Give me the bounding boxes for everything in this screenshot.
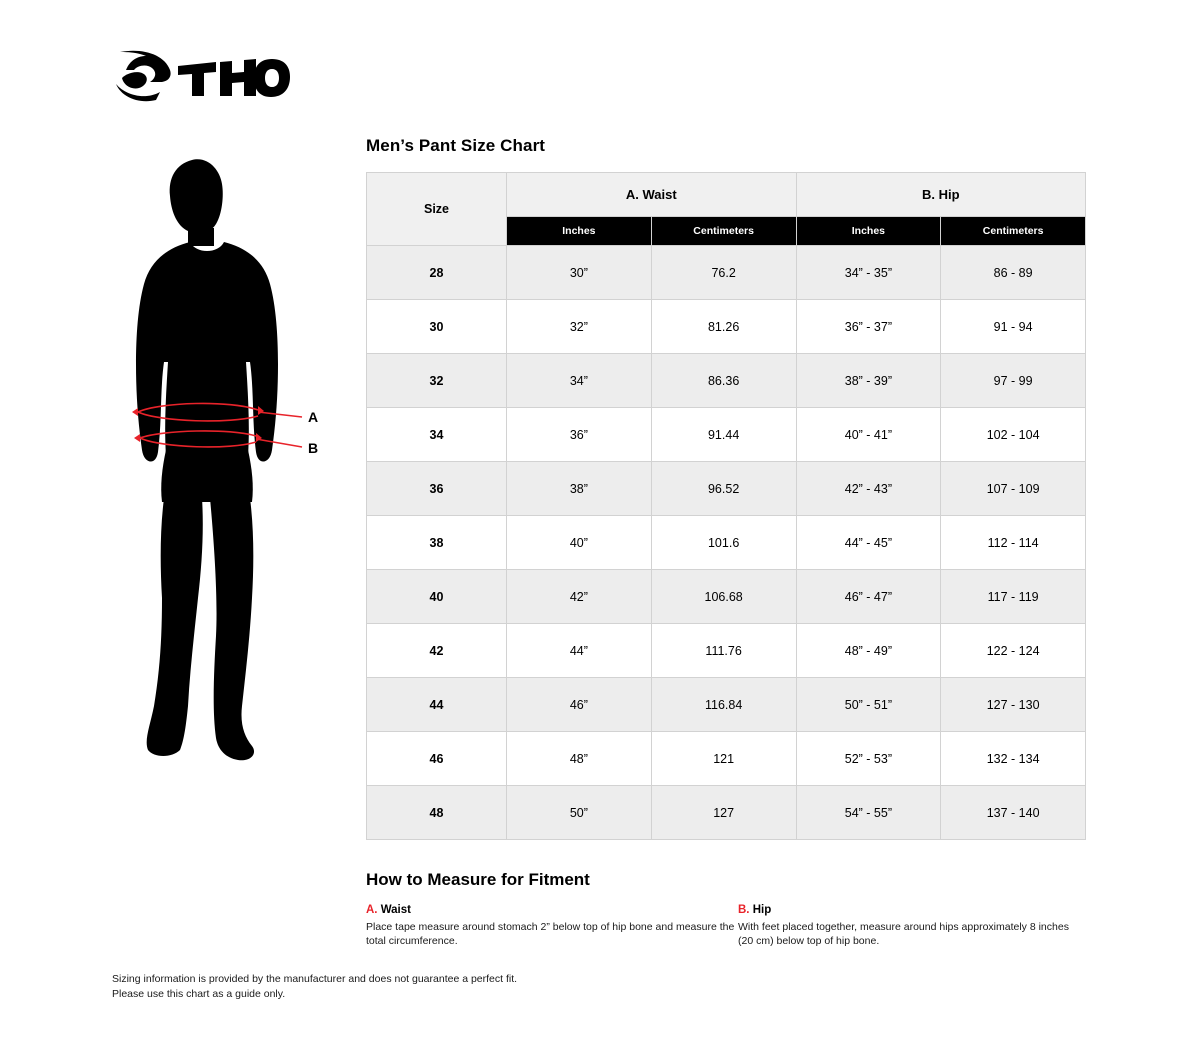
cell-hip-centimeters: 86 - 89 [941, 246, 1086, 300]
cell-size: 40 [367, 570, 507, 624]
cell-waist-inches: 42” [507, 570, 652, 624]
disclaimer-line-2: Please use this chart as a guide only. [112, 988, 286, 1001]
figure-label-b: B [308, 440, 319, 456]
size-chart-table [366, 172, 1086, 840]
cell-hip-inches: 50” - 51” [796, 678, 941, 732]
table-row [367, 516, 1086, 570]
table-row [367, 462, 1086, 516]
cell-waist-centimeters: 76.2 [651, 246, 796, 300]
measure-name-waist: Waist [380, 904, 411, 916]
measure-item-hip [738, 904, 1086, 948]
measure-text-hip: With feet placed together, measure around hips approximately 8 inches (20 cm) below top of hip bone. [738, 921, 1069, 948]
cell-hip-inches: 36” - 37” [796, 300, 941, 354]
measure-item-hip-heading [738, 904, 1086, 916]
cell-hip-inches: 48” - 49” [796, 624, 941, 678]
cell-hip-inches: 42” - 43” [796, 462, 941, 516]
table-row [367, 786, 1086, 840]
cell-hip-inches: 44” - 45” [796, 516, 941, 570]
body-measurement-figure [110, 150, 350, 770]
measure-item-waist-heading [366, 904, 738, 916]
cell-hip-inches: 40” - 41” [796, 408, 941, 462]
cell-waist-centimeters: 91.44 [651, 408, 796, 462]
cell-waist-inches: 38” [507, 462, 652, 516]
measure-mark-b: B. [738, 904, 750, 916]
cell-waist-centimeters: 111.76 [651, 624, 796, 678]
disclaimer-line-1: Sizing information is provided by the manufacturer and does not guarantee a perfect fit. [112, 973, 518, 985]
table-row [367, 354, 1086, 408]
cell-hip-centimeters: 102 - 104 [941, 408, 1086, 462]
disclaimer [112, 972, 517, 1002]
cell-waist-centimeters: 116.84 [651, 678, 796, 732]
cell-waist-inches: 44” [507, 624, 652, 678]
how-to-measure-columns [366, 904, 1086, 948]
cell-size: 30 [367, 300, 507, 354]
cell-waist-centimeters: 81.26 [651, 300, 796, 354]
cell-hip-centimeters: 122 - 124 [941, 624, 1086, 678]
cell-hip-centimeters: 91 - 94 [941, 300, 1086, 354]
male-silhouette-icon [136, 159, 278, 760]
header-group-waist: A. Waist [507, 173, 797, 217]
cell-hip-inches: 46” - 47” [796, 570, 941, 624]
cell-size: 32 [367, 354, 507, 408]
cell-waist-centimeters: 101.6 [651, 516, 796, 570]
cell-size: 36 [367, 462, 507, 516]
thor-helmet-icon [112, 48, 292, 104]
cell-hip-centimeters: 132 - 134 [941, 732, 1086, 786]
table-body [367, 246, 1086, 840]
cell-waist-inches: 46” [507, 678, 652, 732]
cell-waist-centimeters: 86.36 [651, 354, 796, 408]
cell-hip-inches: 38” - 39” [796, 354, 941, 408]
cell-waist-inches: 30” [507, 246, 652, 300]
cell-waist-centimeters: 127 [651, 786, 796, 840]
measure-name-hip: Hip [752, 904, 772, 916]
cell-hip-centimeters: 112 - 114 [941, 516, 1086, 570]
cell-waist-centimeters: 106.68 [651, 570, 796, 624]
measure-mark-a: A. [366, 904, 378, 916]
table-header [367, 173, 1086, 246]
cell-size: 46 [367, 732, 507, 786]
cell-waist-centimeters: 96.52 [651, 462, 796, 516]
cell-hip-inches: 34” - 35” [796, 246, 941, 300]
header-waist-inches: Inches [507, 217, 652, 246]
header-hip-centimeters: Centimeters [941, 217, 1086, 246]
cell-hip-centimeters: 137 - 140 [941, 786, 1086, 840]
cell-size: 42 [367, 624, 507, 678]
table-row [367, 624, 1086, 678]
cell-hip-inches: 52” - 53” [796, 732, 941, 786]
cell-hip-centimeters: 127 - 130 [941, 678, 1086, 732]
cell-hip-inches: 54” - 55” [796, 786, 941, 840]
table-row [367, 300, 1086, 354]
cell-hip-centimeters: 117 - 119 [941, 570, 1086, 624]
cell-size: 34 [367, 408, 507, 462]
how-to-measure-title: How to Measure for Fitment [366, 870, 590, 889]
cell-waist-inches: 36” [507, 408, 652, 462]
page-title: Men’s Pant Size Chart [366, 136, 546, 155]
header-size: Size [367, 173, 507, 246]
table-row [367, 570, 1086, 624]
table-row [367, 732, 1086, 786]
cell-waist-inches: 48” [507, 732, 652, 786]
header-hip-inches: Inches [796, 217, 941, 246]
brand-logo [112, 48, 292, 104]
table-row [367, 678, 1086, 732]
cell-hip-centimeters: 97 - 99 [941, 354, 1086, 408]
cell-waist-inches: 40” [507, 516, 652, 570]
measure-item-waist [366, 904, 738, 948]
measure-text-waist: Place tape measure around stomach 2” below top of hip bone and measure the total circumference. [366, 921, 735, 948]
size-chart-section [366, 136, 1086, 948]
cell-waist-inches: 50” [507, 786, 652, 840]
cell-size: 38 [367, 516, 507, 570]
cell-hip-centimeters: 107 - 109 [941, 462, 1086, 516]
figure-label-a: A [308, 409, 319, 425]
table-row [367, 246, 1086, 300]
cell-size: 48 [367, 786, 507, 840]
header-waist-centimeters: Centimeters [651, 217, 796, 246]
cell-size: 44 [367, 678, 507, 732]
cell-size: 28 [367, 246, 507, 300]
cell-waist-centimeters: 121 [651, 732, 796, 786]
cell-waist-inches: 32” [507, 300, 652, 354]
table-row [367, 408, 1086, 462]
cell-waist-inches: 34” [507, 354, 652, 408]
header-group-hip: B. Hip [796, 173, 1086, 217]
